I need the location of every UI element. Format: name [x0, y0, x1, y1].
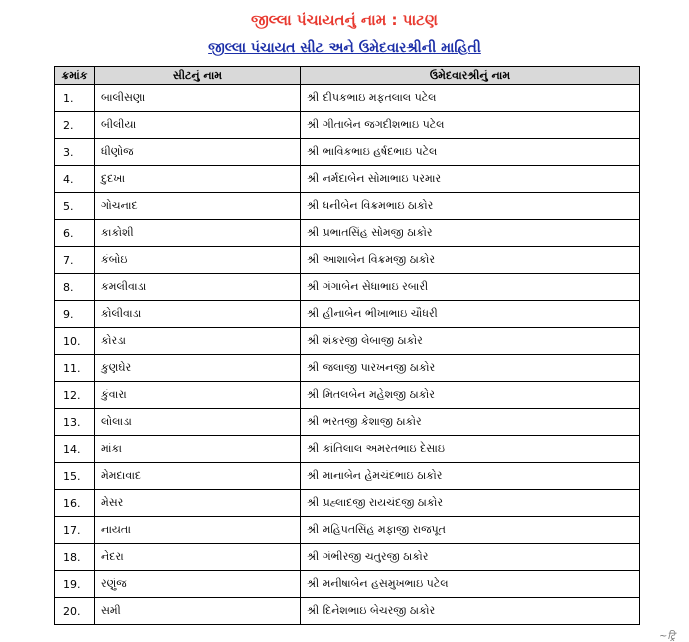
cell-serial: 3.: [55, 139, 95, 166]
table-row: [55, 166, 640, 193]
header-serial: ક્રમાંક: [55, 67, 95, 85]
cell-serial: 7.: [55, 247, 95, 274]
cell-candidate-name: શ્રી જલાજી પારખનજી ઠાકોર: [301, 355, 640, 382]
cell-serial: 16.: [55, 490, 95, 517]
cell-seat-name: ધીણોજ: [95, 139, 301, 166]
cell-seat-name: બીલીયા: [95, 112, 301, 139]
table-row: [55, 328, 640, 355]
cell-serial: 10.: [55, 328, 95, 355]
cell-serial: 18.: [55, 544, 95, 571]
table-row: [55, 490, 640, 517]
table-header-row: [55, 67, 640, 85]
cell-serial: 15.: [55, 463, 95, 490]
cell-candidate-name: શ્રી મનીષાબેન હસમુખભાઇ પટેલ: [301, 571, 640, 598]
cell-candidate-name: શ્રી હીનાબેન ભીખાભાઇ ચૌધરી: [301, 301, 640, 328]
cell-candidate-name: શ્રી પ્રહ્લાદજી રાયચંદજી ઠાકોર: [301, 490, 640, 517]
table-row: [55, 220, 640, 247]
cell-candidate-name: શ્રી ધનીબેન વિક્રમભાઇ ઠાકોર: [301, 193, 640, 220]
cell-seat-name: લોલાડા: [95, 409, 301, 436]
header-candidate-name: ઉમેદવારશ્રીનું નામ: [301, 67, 640, 85]
cell-candidate-name: શ્રી શંકરજી લેબાજી ઠાકોર: [301, 328, 640, 355]
cell-seat-name: રણુંજ: [95, 571, 301, 598]
table-row: [55, 598, 640, 625]
table-row: [55, 382, 640, 409]
cell-seat-name: સમી: [95, 598, 301, 625]
table-row: [55, 544, 640, 571]
cell-seat-name: મેસર: [95, 490, 301, 517]
cell-serial: 1.: [55, 85, 95, 112]
cell-serial: 6.: [55, 220, 95, 247]
cell-seat-name: દુદખા: [95, 166, 301, 193]
cell-candidate-name: શ્રી પ્રભાતસિંહ સોમજી ઠાકોર: [301, 220, 640, 247]
cell-seat-name: કુણઘેર: [95, 355, 301, 382]
cell-seat-name: માંકા: [95, 436, 301, 463]
table-row: [55, 274, 640, 301]
cell-candidate-name: શ્રી દિનેશભાઇ બેચરજી ઠાકોર: [301, 598, 640, 625]
cell-candidate-name: શ્રી ભરતજી કેશાજી ઠાકોર: [301, 409, 640, 436]
table-row: [55, 517, 640, 544]
cell-seat-name: ગોચનાદ: [95, 193, 301, 220]
cell-candidate-name: શ્રી ભાવિકભાઇ હર્ષદભાઇ પટેલ: [301, 139, 640, 166]
table-row: [55, 247, 640, 274]
page-title: જીલ્લા પંચાયતનું નામ : પાટણ: [251, 11, 438, 29]
table-row: [55, 463, 640, 490]
cell-serial: 17.: [55, 517, 95, 544]
cell-serial: 12.: [55, 382, 95, 409]
header-seat-name: સીટનું નામ: [95, 67, 301, 85]
corner-scribble: ~ट्रि: [658, 631, 675, 642]
cell-serial: 13.: [55, 409, 95, 436]
cell-serial: 11.: [55, 355, 95, 382]
cell-seat-name: કોરડા: [95, 328, 301, 355]
table-row: [55, 409, 640, 436]
cell-serial: 19.: [55, 571, 95, 598]
page-subtitle: [0, 38, 689, 58]
cell-serial: 8.: [55, 274, 95, 301]
table-row: [55, 85, 640, 112]
cell-seat-name: નેદરા: [95, 544, 301, 571]
table-row: [55, 139, 640, 166]
cell-serial: 5.: [55, 193, 95, 220]
cell-seat-name: કોલીવાડા: [95, 301, 301, 328]
cell-candidate-name: શ્રી માનાબેન હેમચંદભાઇ ઠાકોર: [301, 463, 640, 490]
cell-serial: 2.: [55, 112, 95, 139]
cell-serial: 9.: [55, 301, 95, 328]
cell-candidate-name: શ્રી દીપકભાઇ મફતલાલ પટેલ: [301, 85, 640, 112]
cell-candidate-name: શ્રી ગંગાબેન સેધાભાઇ રબારી: [301, 274, 640, 301]
cell-candidate-name: શ્રી આશાબેન વિક્રમજી ઠાકોર: [301, 247, 640, 274]
cell-seat-name: નાયતા: [95, 517, 301, 544]
cell-serial: 4.: [55, 166, 95, 193]
cell-candidate-name: શ્રી મહિપતસિંહ મફાજી રાજપૂત: [301, 517, 640, 544]
cell-seat-name: કાકોશી: [95, 220, 301, 247]
candidate-table: [54, 66, 640, 625]
cell-seat-name: કમલીવાડા: [95, 274, 301, 301]
cell-candidate-name: શ્રી ગીતાબેન જગદીશભાઇ પટેલ: [301, 112, 640, 139]
cell-serial: 20.: [55, 598, 95, 625]
cell-candidate-name: શ્રી મિતલબેન મહેશજી ઠાકોર: [301, 382, 640, 409]
table-row: [55, 112, 640, 139]
cell-seat-name: કુંવારા: [95, 382, 301, 409]
table-row: [55, 436, 640, 463]
cell-candidate-name: શ્રી નર્મદાબેન સોમાભાઇ પરમાર: [301, 166, 640, 193]
cell-seat-name: કંબોઇ: [95, 247, 301, 274]
table-row: [55, 355, 640, 382]
cell-seat-name: બાલીસણા: [95, 85, 301, 112]
table-row: [55, 301, 640, 328]
cell-candidate-name: શ્રી ગંભીરજી ચતુરજી ઠાકોર: [301, 544, 640, 571]
table-row: [55, 193, 640, 220]
page-subtitle-text: જીલ્લા પંચાયત સીટ અને ઉમેદવારશ્રીની માહિતી: [208, 40, 481, 56]
cell-seat-name: મેમદાવાદ: [95, 463, 301, 490]
cell-serial: 14.: [55, 436, 95, 463]
cell-candidate-name: શ્રી કાંતિલાલ અમરતભાઇ દેસાઇ: [301, 436, 640, 463]
table-row: [55, 571, 640, 598]
table-body: [55, 85, 640, 625]
